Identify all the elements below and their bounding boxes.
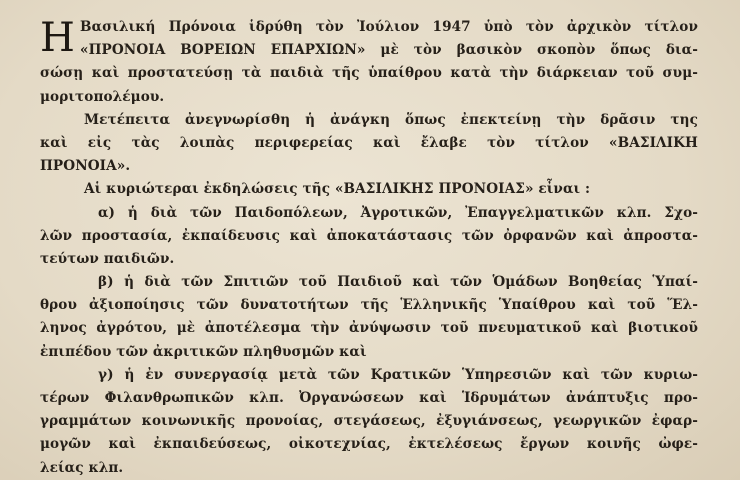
text-line: ΠΡΟΝΟΙΑ». bbox=[40, 158, 131, 175]
paragraph-2 bbox=[40, 109, 698, 179]
text-line: β) ἡ διὰ τῶν Σπιτιῶν τοῦ Παιδιοῦ καὶ τῶν Ὁμάδων Βοηθείας Ὑπαί- bbox=[98, 274, 698, 291]
text-line: γ) ἡ ἐν συνεργασίᾳ μετὰ τῶν Κρατικῶν Ὑπηρεσιῶν καὶ τῶν κυριω- bbox=[98, 366, 698, 383]
text-line: σώσῃ καὶ προστατεύσῃ τὰ παιδιὰ τῆς ὑπαίθρου κατὰ τὴν διάρκειαν τοῦ συμ- bbox=[40, 65, 698, 82]
list-item-b bbox=[40, 271, 698, 364]
text-line: μοριτοπολέμου. bbox=[40, 88, 165, 105]
text-line: Μετέπειτα ἀνεγνωρίσθη ἡ ἀνάγκη ὅπως ἐπεκτείνῃ τὴν δρᾶσιν της bbox=[84, 111, 698, 128]
text-line: γραμμάτων κοινωνικῆς προνοίας, στεγάσεως, ἐξυγιάνσεως, γεωργικῶν ἐφαρ- bbox=[40, 413, 698, 430]
text-line: λῶν προστασία, ἐκπαίδευσις καὶ ἀποκατάστασις τῶν ὀρφανῶν καὶ ἀπροστα- bbox=[40, 227, 698, 244]
list-item-a bbox=[40, 202, 698, 272]
text-line: ἐπιπέδου τῶν ἀκριτικῶν πληθυσμῶν καὶ bbox=[40, 343, 367, 360]
text-line: λείας κλπ. bbox=[40, 459, 124, 476]
text-line: Βασιλική Πρόνοια ἱδρύθη τὸν Ἰούλιον 1947 ὑπὸ τὸν ἀρχικὸν τίτλον bbox=[80, 19, 698, 35]
text-line: ληνος ἀγρότου, μὲ ἀποτέλεσμα τὴν ἀνύψωσιν τοῦ πνευματικοῦ καὶ βιοτικοῦ bbox=[40, 320, 698, 337]
document-text bbox=[40, 16, 698, 480]
paragraph-3 bbox=[40, 178, 698, 201]
text-line: «ΠΡΟΝΟΙΑ ΒΟΡΕΙΩΝ ΕΠΑΡΧΙΩΝ» μὲ τὸν βασικὸν σκοπὸν ὅπως δια- bbox=[80, 42, 698, 59]
paragraph-1 bbox=[40, 16, 698, 109]
text-line: καὶ εἰς τὰς λοιπὰς περιφερείας καὶ ἔλαβε τὸν τίτλον «ΒΑΣΙΛΙΚΗ bbox=[40, 134, 698, 151]
drop-cap: Η bbox=[40, 15, 75, 61]
text-line: Αἱ κυριώτεραι ἐκδηλώσεις τῆς «ΒΑΣΙΛΙΚΗΣ ΠΡΟΝΟΙΑΣ» εἶναι : bbox=[84, 181, 591, 198]
text-line: α) ἡ διὰ τῶν Παιδοπόλεων, Ἀγροτικῶν, Ἐπαγγελματικῶν κλπ. Σχο- bbox=[98, 204, 698, 221]
list-item-c bbox=[40, 364, 698, 480]
text-line: τέρων Φιλανθρωπικῶν κλπ. Ὀργανώσεων καὶ Ἱδρυμάτων ἀνάπτυξις προ- bbox=[40, 390, 698, 406]
text-line: τεύτων παιδιῶν. bbox=[40, 250, 175, 267]
text-line: μογῶν καὶ ἐκπαιδεύσεως, οἰκοτεχνίας, ἐκτελέσεως ἔργων κοινῆς ὠφε- bbox=[40, 436, 698, 453]
text-line: θρου ἀξιοποίησις τῶν δυνατοτήτων τῆς Ἑλληνικῆς Ὑπαίθρου καὶ τοῦ Ἕλ- bbox=[40, 297, 698, 314]
